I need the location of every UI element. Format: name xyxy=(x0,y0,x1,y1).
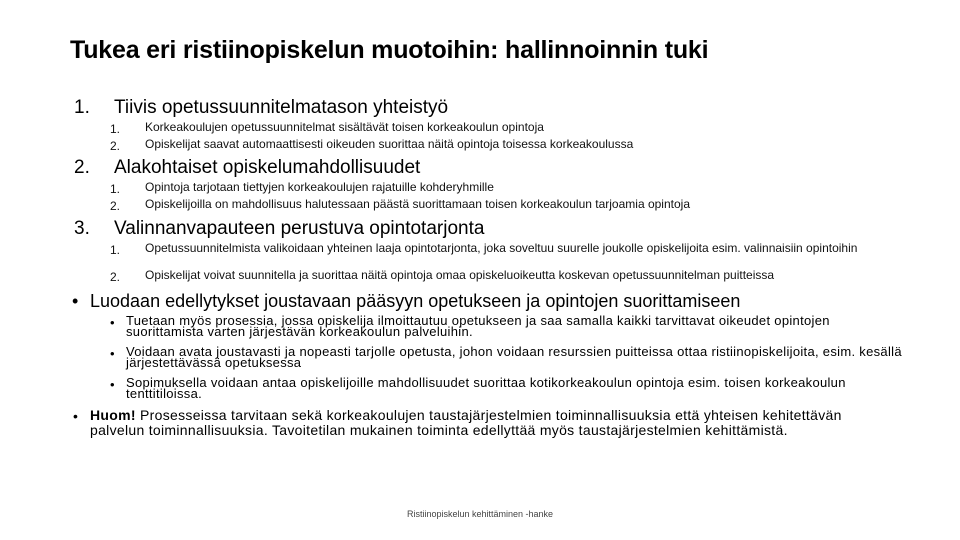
sub-item-text: Opintoja tarjotaan tiettyjen korkeakoulujen rajatuille kohderyhmille xyxy=(145,180,494,194)
bullet-icon: • xyxy=(110,377,115,392)
note-lead: Huom! xyxy=(90,407,136,423)
slide-footer: Ristiinopiskelun kehittäminen -hanke xyxy=(406,509,554,519)
bullet-icon: • xyxy=(73,408,79,424)
note-text xyxy=(90,408,890,438)
item-heading: Alakohtaiset opiskelumahdollisuudet xyxy=(114,157,421,178)
sub-item-number: 2. xyxy=(110,139,121,153)
bullet-icon: • xyxy=(110,315,115,330)
sub-item-number: 1. xyxy=(110,182,121,196)
item-number: 1. xyxy=(74,97,90,118)
sub-item-text: Opiskelijat saavat automaattisesti oikeuden suorittaa näitä opintoja toisessa korkeakoulussa xyxy=(145,137,634,151)
bullet-icon: • xyxy=(110,346,115,361)
sub-item-text: Opetussuunnitelmista valikoidaan yhteinen laaja opintotarjonta, joka soveltuu suurelle joukolle opiskelijoita esim. valinnaisiin opintoihin xyxy=(145,241,858,255)
sub-item-number: 1. xyxy=(110,243,121,257)
item-heading: Tiivis opetussuunnitelmatason yhteistyö xyxy=(114,97,449,118)
sub-item-number: 1. xyxy=(110,122,121,136)
item-heading: Valinnanvapauteen perustuva opintotarjonta xyxy=(114,218,485,239)
item-number: 2. xyxy=(74,157,90,178)
sub-item-text: Korkeakoulujen opetussuunnitelmat sisältävät toisen korkeakoulun opintoja xyxy=(145,120,544,134)
sub-bullet-text: Tuetaan myös prosessia, jossa opiskelija ilmoittautuu opetukseen ja saa samalla kaikki tarvittavat oikeudet opintojen suorittamista varten järjestävän korkeakoulun palveluihin. xyxy=(126,313,830,339)
item-number: 3. xyxy=(74,218,90,239)
sub-bullet-text: Sopimuksella voidaan antaa opiskelijoille mahdollisuudet suorittaa kotikorkeakoulun opintoja esim. toisen korkeakoulun tenttitiloissa. xyxy=(126,375,846,401)
sub-item-text: Opiskelijoilla on mahdollisuus halutessaan päästä suorittamaan toisen korkeakoulun tarjoamia opintoja xyxy=(145,197,690,211)
sub-item-number: 2. xyxy=(110,270,121,284)
slide-title: Tukea eri ristiinopiskelun muotoihin: hallinnoinnin tuki xyxy=(70,36,709,64)
bullet-icon: • xyxy=(72,291,79,311)
main-bullet-text: Luodaan edellytykset joustavaan pääsyyn opetukseen ja opintojen suorittamiseen xyxy=(90,291,741,311)
sub-item-number: 2. xyxy=(110,199,121,213)
sub-item-text: Opiskelijat voivat suunnitella ja suorittaa näitä opintoja omaa opiskeluoikeutta koskevan opetussuunnitelman puitteissa xyxy=(145,268,775,282)
note-body: Prosesseissa tarvitaan sekä korkeakoulujen taustajärjestelmien toiminnallisuuksia että yhteisen kehitettävän palvelun toiminnallisuuksia. Tavoitetilan mukainen toiminta edellyttää myös taustajärjestelmien kehittämistä. xyxy=(90,407,842,438)
sub-bullet-text: Voidaan avata joustavasti ja nopeasti tarjolle opetusta, johon voidaan resurssien puitteissa ottaa ristiinopiskelijoita, esim. kesällä järjestettävässä opetuksessa xyxy=(126,344,902,370)
